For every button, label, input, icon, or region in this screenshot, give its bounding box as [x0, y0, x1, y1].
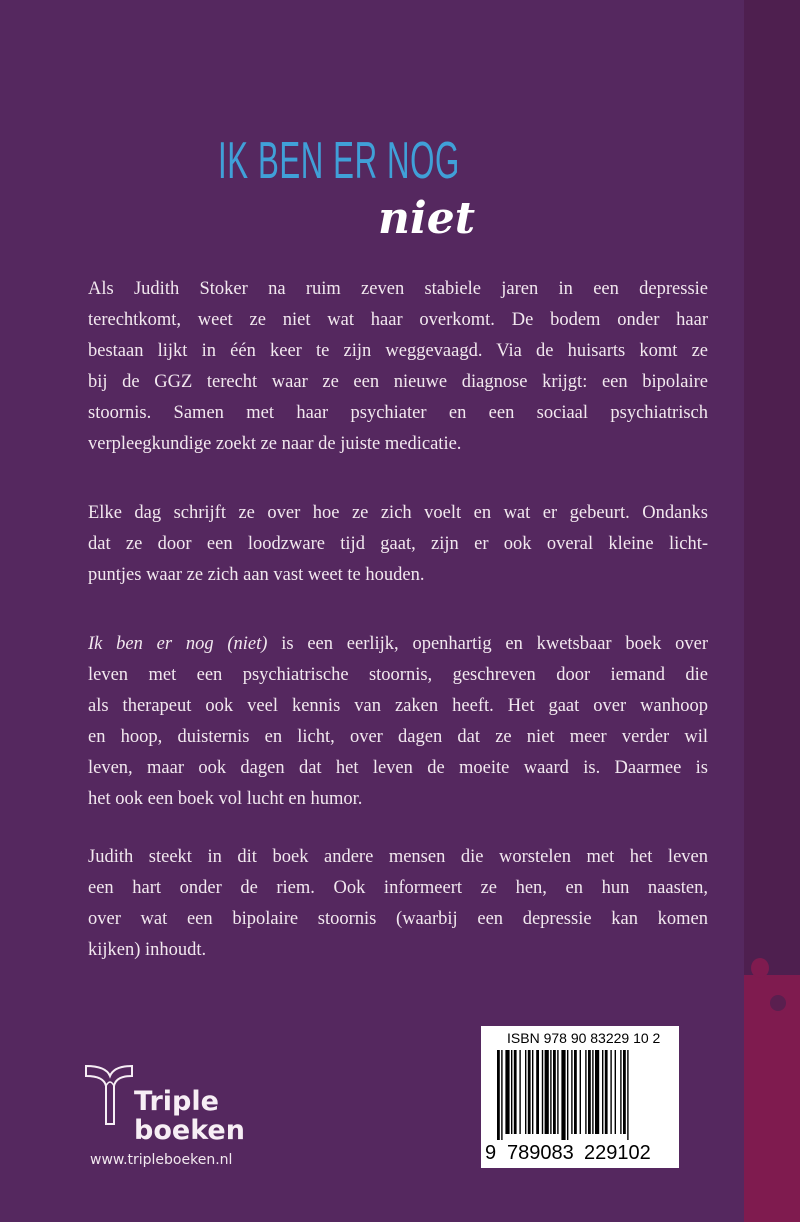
text-line: een hart onder de riem. Ook informeert ze hen, en hun naasten,	[88, 878, 708, 898]
triple-t-icon	[84, 1062, 134, 1132]
puzzle-notch	[770, 995, 786, 1011]
text-line: Als Judith Stoker na ruim zeven stabiele jaren in een depressie	[88, 279, 708, 299]
barcode-bar	[567, 1050, 568, 1140]
barcode-bar	[505, 1050, 509, 1134]
barcode-bar	[585, 1050, 586, 1134]
barcode-bar	[501, 1050, 502, 1140]
text-line: kijken) inhoudt.	[88, 940, 207, 960]
barcode-bar	[550, 1050, 551, 1134]
text-line: terechtkomt, weet ze niet wat haar overkomt. De bodem onder haar	[88, 310, 708, 330]
barcode-bar	[580, 1050, 581, 1134]
text-line: leven met een psychiatrische stoornis, geschreven door iemand die	[88, 665, 708, 685]
barcode-bar	[602, 1050, 603, 1134]
text-line: bij de GGZ terecht waar ze een nieuwe diagnose krijgt: een bipolaire	[88, 372, 708, 392]
barcode-bar	[571, 1050, 572, 1134]
barcode-bar	[605, 1050, 608, 1134]
barcode-bar	[610, 1050, 611, 1134]
puzzle-piece	[744, 975, 800, 1222]
text-line: Elke dag schrijft ze over hoe ze zich voelt en wat er gebeurt. Ondanks	[88, 503, 708, 523]
blurb-paragraph-3	[88, 629, 708, 815]
barcode-bar	[545, 1050, 549, 1134]
barcode-bars	[497, 1050, 663, 1140]
barcode-bar	[532, 1050, 533, 1134]
barcode-bar	[511, 1050, 512, 1134]
publisher-name	[134, 1087, 245, 1145]
barcode-bar	[557, 1050, 558, 1134]
publisher-name-line2: boeken	[134, 1115, 245, 1146]
text-line: verpleegkundige zoekt ze naar de juiste medicatie.	[88, 434, 462, 454]
text-line: Judith steekt in dit boek andere mensen die worstelen met het leven	[88, 847, 708, 867]
barcode-bar	[497, 1050, 500, 1140]
barcode-bar	[561, 1050, 565, 1140]
text-line: stoornis. Samen met haar psychiater en een sociaal psychiatrisch	[88, 403, 708, 423]
barcode-bar	[553, 1050, 556, 1134]
barcode-bar	[574, 1050, 577, 1134]
barcode-digits-right: 229102	[584, 1142, 651, 1164]
text-line: bestaan lijkt in één keer te zijn weggevaagd. Via de huisarts komt ze	[88, 341, 708, 361]
barcode-bar	[627, 1050, 628, 1140]
isbn-barcode	[481, 1026, 679, 1168]
barcode-bar	[615, 1050, 616, 1134]
barcode-bar	[514, 1050, 517, 1134]
text-line: en hoop, duisternis en licht, over dagen dat ze niet meer verder wil	[88, 727, 708, 747]
book-title-italic: Ik ben er nog (niet)	[88, 634, 268, 654]
blurb-paragraph-1	[88, 274, 708, 460]
title-main: IK BEN ER NOG	[218, 132, 460, 190]
text-line: leven, maar ook dagen dat het leven de moeite waard is. Daarmee is	[88, 758, 708, 778]
title-script: niet	[378, 193, 476, 244]
text-line: als therapeut ook veel kennis van zaken heeft. Het gaat over wanhoop	[88, 696, 708, 716]
text-line: het ook een boek vol lucht en humor.	[88, 789, 363, 809]
barcode-bar	[528, 1050, 531, 1134]
barcode-bar	[592, 1050, 593, 1134]
barcode-bar	[536, 1050, 539, 1134]
barcode-bar	[623, 1050, 626, 1134]
puzzle-knob	[751, 958, 769, 978]
text-line: puntjes waar ze zich aan vast weet te houden.	[88, 565, 425, 585]
text-run: is een eerlijk, openhartig en kwetsbaar boek over	[267, 634, 708, 654]
publisher-url: www.tripleboeken.nl	[90, 1152, 233, 1168]
isbn-label: ISBN 978 90 83229 10 2	[507, 1030, 661, 1046]
barcode-digit-lead: 9	[485, 1142, 497, 1164]
barcode-bar	[542, 1050, 543, 1134]
barcode-bar	[620, 1050, 621, 1134]
text-line: over wat een bipolaire stoornis (waarbij een depressie kan komen	[88, 909, 708, 929]
blurb-paragraph-4	[88, 842, 708, 966]
book-title	[218, 132, 618, 252]
text-line: dat ze door een loodzware tijd gaat, zijn er ook overal kleine licht-	[88, 534, 708, 554]
barcode-digits-left: 789083	[507, 1142, 574, 1164]
text-line	[88, 629, 708, 660]
publisher-name-line1: Triple	[134, 1086, 219, 1117]
blurb-paragraph-2	[88, 498, 708, 591]
barcode-bar	[595, 1050, 599, 1134]
barcode-bar	[519, 1050, 520, 1134]
publisher-logo	[84, 1062, 245, 1146]
barcode-bar	[525, 1050, 526, 1134]
barcode-bar	[588, 1050, 591, 1134]
